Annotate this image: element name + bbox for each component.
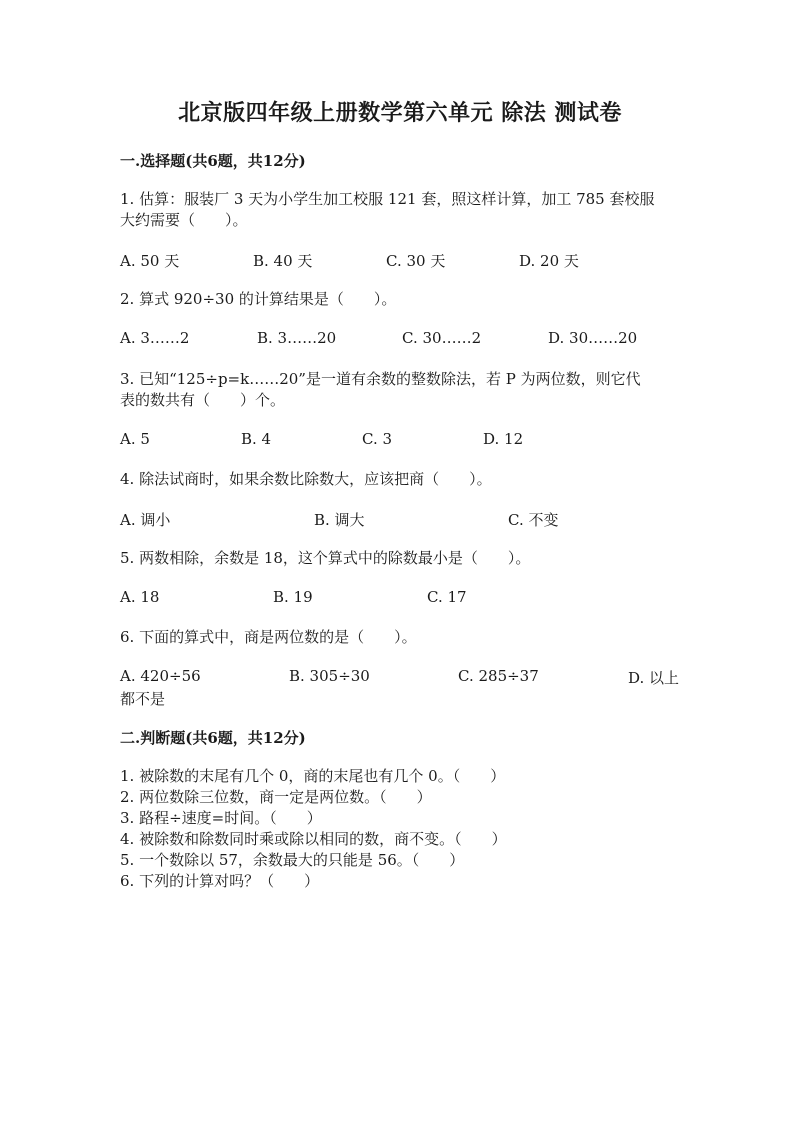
- question-6-option-b: B. 305÷30: [289, 667, 370, 685]
- question-5-option-c: C. 17: [427, 588, 467, 606]
- question-1-option-b: B. 40 天: [253, 252, 313, 270]
- question-1-line-2: 大约需要（ ）。: [120, 211, 248, 229]
- question-6-option-d-continued: 都不是: [120, 690, 166, 708]
- question-2-option-c: C. 30……2: [402, 329, 482, 347]
- question-3-option-c: C. 3: [362, 430, 393, 448]
- question-2-option-b: B. 3……20: [257, 329, 337, 347]
- question-3-line-2: 表的数共有（ ）个。: [120, 391, 286, 409]
- judgment-item-4: 4. 被除数和除数同时乘或除以相同的数，商不变。（ ）: [120, 830, 507, 848]
- question-5-option-a: A. 18: [120, 588, 160, 606]
- question-4-option-a: A. 调小: [120, 511, 171, 529]
- question-2-option-a: A. 3……2: [120, 329, 190, 347]
- question-1-option-c: C. 30 天: [386, 252, 446, 270]
- question-3-option-d: D. 12: [483, 430, 524, 448]
- judgment-item-1: 1. 被除数的末尾有几个 0，商的末尾也有几个 0。（ ）: [120, 767, 506, 785]
- judgment-item-2: 2. 两位数除三位数，商一定是两位数。（ ）: [120, 788, 432, 806]
- section-header-choice: 一.选择题(共6题，共12分): [120, 152, 306, 170]
- question-1-line-1: 1. 估算：服装厂 3 天为小学生加工校服 121 套，照这样计算，加工 785 套校服: [120, 190, 655, 208]
- question-3-line-1: 3. 已知“125÷p=k……20”是一道有余数的整数除法，若 P 为两位数，则它代: [120, 370, 641, 388]
- question-5-option-b: B. 19: [273, 588, 313, 606]
- page-title: 北京版四年级上册数学第六单元 除法 测试卷: [178, 100, 622, 126]
- question-4-option-c: C. 不变: [508, 511, 559, 529]
- judgment-item-5: 5. 一个数除以 57，余数最大的只能是 56。（ ）: [120, 851, 465, 869]
- question-3-option-b: B. 4: [241, 430, 272, 448]
- section-header-judgment: 二.判断题(共6题，共12分): [120, 729, 306, 747]
- question-1-option-a: A. 50 天: [120, 252, 180, 270]
- question-1-option-d: D. 20 天: [519, 252, 579, 270]
- judgment-item-6: 6. 下列的计算对吗？（ ）: [120, 872, 320, 890]
- question-6-option-a: A. 420÷56: [120, 667, 201, 685]
- question-6-option-c: C. 285÷37: [458, 667, 539, 685]
- question-4-option-b: B. 调大: [314, 511, 365, 529]
- question-2-option-d: D. 30……20: [548, 329, 638, 347]
- question-6-option-d: D. 以上: [628, 669, 680, 687]
- question-5-line-1: 5. 两数相除，余数是 18，这个算式中的除数最小是（ ）。: [120, 549, 531, 567]
- question-3-option-a: A. 5: [120, 430, 150, 448]
- question-2-line-1: 2. 算式 920÷30 的计算结果是（ ）。: [120, 290, 397, 308]
- question-6-line-1: 6. 下面的算式中，商是两位数的是（ ）。: [120, 628, 417, 646]
- judgment-item-3: 3. 路程÷速度=时间。（ ）: [120, 809, 322, 827]
- question-4-line-1: 4. 除法试商时，如果余数比除数大，应该把商（ ）。: [120, 470, 492, 488]
